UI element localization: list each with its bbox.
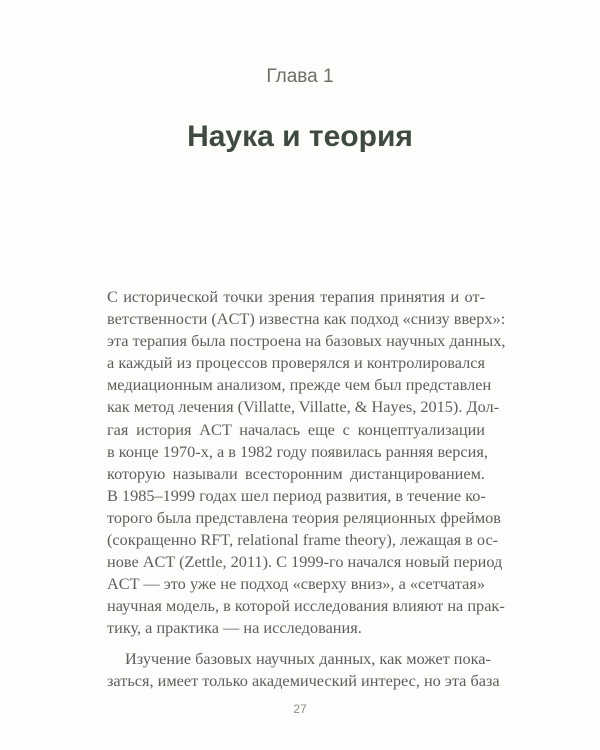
text-line: С исторической точки зрения терапия принятия и от- bbox=[107, 287, 485, 306]
paragraph-2 bbox=[107, 648, 500, 692]
paragraph-1 bbox=[107, 286, 506, 640]
chapter-label: Глава 1 bbox=[266, 66, 334, 87]
page-number: 27 bbox=[293, 702, 307, 716]
text-line: нове ACT (Zettle, 2011). С 1999-го начался новый период bbox=[107, 552, 503, 572]
text-line: научная модель, в которой исследования влияют на прак- bbox=[107, 596, 505, 616]
text-line: в конце 1970-х, а в 1982 году появилась ранняя версия, bbox=[107, 441, 488, 461]
text-line: а каждый из процессов проверялся и контролировался bbox=[107, 353, 485, 373]
body-text bbox=[107, 286, 506, 692]
text-line: Изучение базовых научных данных, как может пока- bbox=[125, 648, 491, 668]
chapter-title: Наука и теория bbox=[187, 120, 413, 153]
text-line: В 1985–1999 годах шел период развития, в течение ко- bbox=[107, 485, 486, 505]
text-line: заться, имеет только академический интерес, но эта база bbox=[107, 670, 500, 690]
text-line: гая история ACT началась еще с концептуализации bbox=[107, 419, 485, 439]
text-line: которую называли всесторонним дистанцированием. bbox=[107, 463, 485, 483]
text-line: как метод лечения (Villatte, Villatte, & Hayes, 2015). Дол- bbox=[107, 397, 500, 417]
text-line: ACT — это уже не подход «сверху вниз», а «сетчатая» bbox=[107, 574, 485, 594]
text-line: (сокращенно RFT, relational frame theory), лежащая в ос- bbox=[107, 530, 499, 550]
text-line: эта терапия была построена на базовых научных данных, bbox=[107, 331, 506, 351]
text-line: тику, а практика — на исследования. bbox=[107, 618, 362, 638]
text-line: медиационным анализом, прежде чем был представлен bbox=[107, 375, 492, 395]
text-line: ветственности (ACT) известна как подход «снизу вверх»: bbox=[107, 309, 506, 329]
text-line: торого была представлена теория реляционных фреймов bbox=[107, 507, 501, 527]
